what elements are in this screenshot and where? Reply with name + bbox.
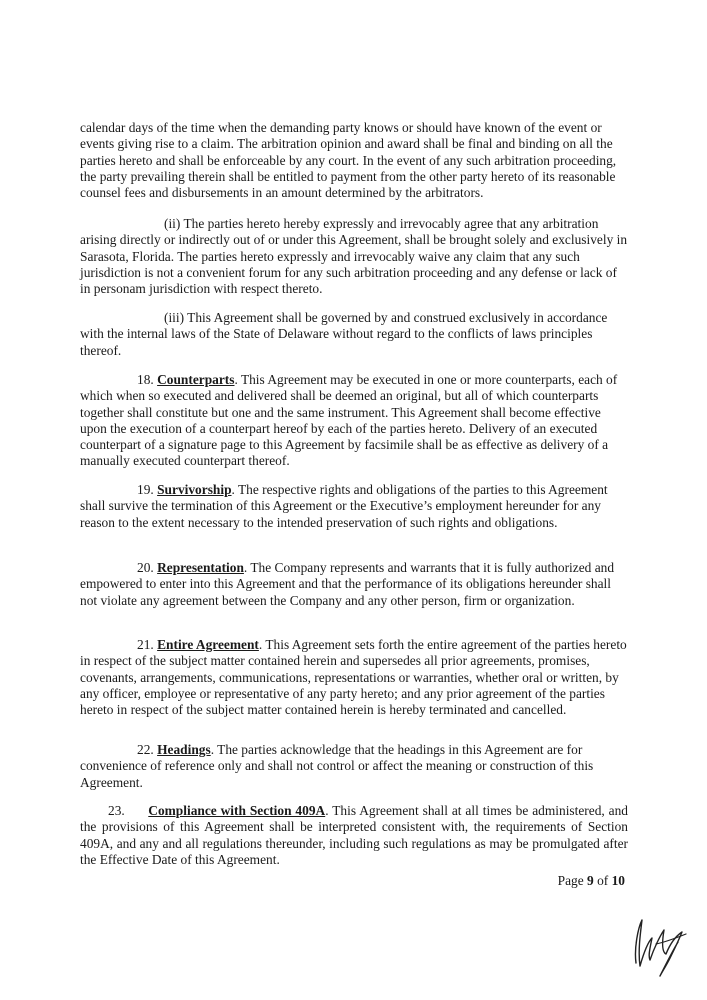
section-body: . The parties acknowledge that the headings in this Agreement are for convenience of reference only and shall not control or affect the meaning or construction of this Agreement. (80, 742, 594, 790)
paragraph-intro: calendar days of the time when the demanding party knows or should have known of the event or events giving rise to a claim. The arbitration opinion and award shall be final and binding on all the parties hereto and shall be enforceable by any court. In the event of any such arbitration proceeding, the party prevailing therein shall be entitled to payment from the other party hereto of its reasonable counsel fees and disbursements in an amount determined by the arbitrators. (80, 120, 617, 201)
paragraph-sub-ii: (ii) The parties hereto hereby expressly and irrevocably agree that any arbitration arising directly or indirectly out of or under this Agreement, shall be brought solely and exclusively in Sarasota, Florida. The parties hereto expressly and irrevocably waive any claim that any such jurisdiction is not a convenient forum for any such arbitration proceeding and any defense or lack of in personam jurisdiction with respect thereto. (80, 216, 628, 297)
section-heading: Entire Agreement (157, 637, 259, 652)
of-label: of (597, 873, 609, 888)
page-label: Page (557, 873, 584, 888)
section-22 (80, 742, 628, 791)
section-body: . The respective rights and obligations of the parties to this Agreement shall survive the termination of this Agreement or the Executive’s employment hereunder for any reason to the extent necessary to the intended preservation of such rights and obligations. (80, 482, 608, 530)
section-21 (80, 637, 628, 718)
section-body: . This Agreement sets forth the entire agreement of the parties hereto in respect of the subject matter contained herein and supersedes all prior agreements, promises, covenants, arrangements, communications, representations or warranties, whether oral or written, by any officer, employee or representative of any party hereto; and any prior agreement of the parties hereto in respect of the subject matter contained herein is hereby terminated and cancelled. (80, 637, 627, 718)
section-19 (80, 482, 628, 531)
section-heading: Counterparts (157, 372, 235, 387)
section-body: . The Company represents and warrants that it is fully authorized and empowered to enter into this Agreement and that the performance of its obligations hereunder shall not violate any agreement between the Company and any other person, firm or organization. (80, 560, 615, 608)
section-heading: Survivorship (157, 482, 232, 497)
section-number: 19. (137, 482, 154, 497)
section-heading: Compliance with Section 409A (148, 803, 326, 818)
section-20 (80, 560, 628, 609)
section-number: 18. (137, 372, 154, 387)
page-footer (558, 873, 625, 889)
initials-signature-icon (626, 908, 690, 980)
section-23 (80, 803, 628, 868)
paragraph-sub-iii: (iii) This Agreement shall be governed by and construed exclusively in accordance with the internal laws of the State of Delaware without regard to the conflicts of laws principles thereof. (80, 310, 608, 358)
page-total: 10 (611, 873, 625, 888)
section-heading: Representation (157, 560, 244, 575)
section-18 (80, 372, 628, 470)
section-number: 21. (137, 637, 154, 652)
section-body: . This Agreement may be executed in one or more counterparts, each of which when so executed and delivered shall be deemed an original, but all of which counterparts together shall constitute but one and the same instrument. This Agreement shall become effective upon the execution of a counterpart hereof by each of the parties hereto. Delivery of an executed counterpart of a signature page to this Agreement by facsimile shall be as effective as delivery of a manually executed counterpart thereof. (80, 372, 618, 469)
section-number: 23. (108, 803, 125, 818)
page-number: 9 (587, 873, 594, 888)
section-number: 20. (137, 560, 154, 575)
section-number: 22. (137, 742, 154, 757)
section-body: . This Agreement shall at all times be administered, and the provisions of this Agreement shall be interpreted consistent with, the requirements of Section 409A, and any and all regulations thereunder, including such regulations as may be promulgated after the Effective Date of this Agreement. (80, 803, 628, 867)
section-heading: Headings (157, 742, 211, 757)
